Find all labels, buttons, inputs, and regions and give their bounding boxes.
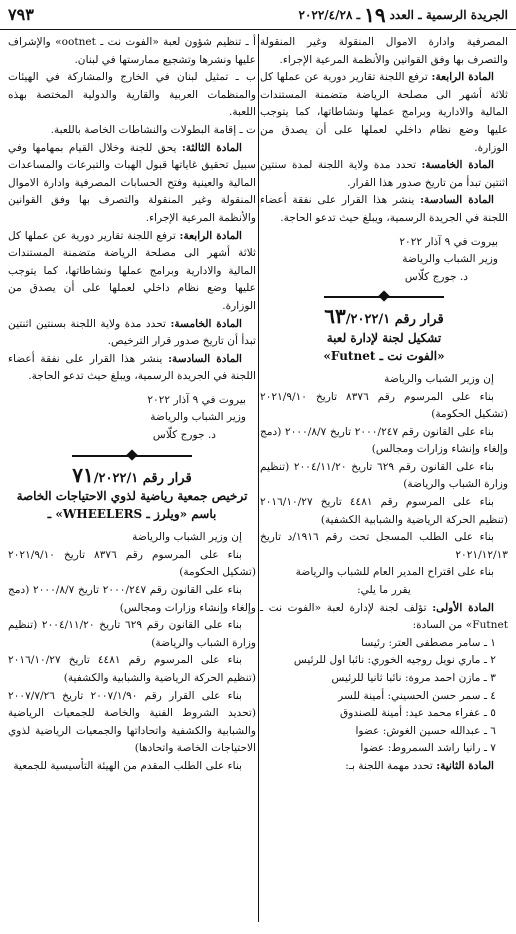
minister-intro: إن وزير الشباب والرياضة: [384, 372, 494, 385]
basis-1: بناء على المرسوم رقم ٨٣٧٦ تاريخ ٢٠٢١/٩/١٠ (تشكيل الحكومة): [8, 548, 256, 579]
item-c: ت ـ إقامة البطولات والنشاطات الخاصة باللعبة.: [50, 123, 256, 136]
decision-suffix: /٢٠٢٢/١: [345, 312, 391, 328]
basis-4: بناء على المرسوم رقم ٤٤٨١ تاريخ ٢٠١٦/١٠/٢٧ (تنظيم الحركة الرياضية والشبابية الكشفية): [260, 496, 508, 526]
article-1: [260, 600, 508, 635]
list-item: ٧ ـ رانيا راشد السمروط: عضوا: [360, 742, 496, 755]
page-number: ٧٩٣: [8, 5, 34, 24]
item-b: ب ـ تمثيل لبنان في الخارج والمشاركة في الهيئات والمنظمات العربية والقارية والدولية المختصة بهذه اللعبة.: [8, 71, 256, 119]
basis-1: بناء على المرسوم رقم ٨٣٧٦ تاريخ ٢٠٢١/٩/١٠ (تشكيل الحكومة): [260, 390, 508, 421]
article-5: [8, 316, 256, 351]
article-6: [260, 192, 508, 227]
article-5-label: المادة الخامسة:: [170, 317, 243, 330]
place-date: بيروت في ٩ آذار ٢٠٢٢: [399, 235, 498, 248]
article-4-label: المادة الرابعة:: [431, 71, 494, 84]
list-item: ٥ ـ عفراء محمد عيد: أمينة للصندوق: [339, 707, 496, 720]
right-column: [260, 34, 508, 776]
decision-subject: ترخيص جمعية رياضية لذوي الاحتياجات الخاصة باسم «ويلرز ـ WHEELERS» ـ: [16, 489, 248, 522]
issue-number: ١٩: [364, 2, 386, 27]
article-6-text: ينشر هذا القرار على نفقة أعضاء اللجنة في الجريدة الرسمية، ويبلغ حيث تدعو الحاجة.: [8, 352, 256, 383]
place-date: بيروت في ٩ آذار ٢٠٢٢: [147, 393, 246, 406]
article-2-text: تحدد مهمة اللجنة بـ:: [345, 759, 433, 772]
page-header: [0, 0, 516, 30]
article-2-label: المادة الثانية:: [436, 759, 494, 772]
article-6: [8, 351, 256, 386]
left-column: [8, 34, 256, 776]
decides-text: يقرر ما يلي:: [357, 584, 411, 597]
minister-title: وزير الشباب والرياضة: [402, 253, 498, 266]
minister-name: د. جورج كلّاس: [152, 429, 216, 442]
basis-2: بناء على القانون رقم ٢٠٠٠/٢٤٧ تاريخ ٢٠٠٠/٨/٧ (دمج وإلغاء وإنشاء وزارات ومجالس): [260, 425, 508, 456]
list-item: ٣ ـ مازن احمد مروة: نائبا ثانيا للرئيس: [331, 672, 496, 684]
header-journal-info: [299, 3, 509, 27]
minister-intro: إن وزير الشباب والرياضة: [132, 531, 242, 544]
decision-suffix: /٢٠٢٢/١: [93, 470, 139, 486]
list-item: ١ ـ سامر مصطفى العتر: رئيسا: [361, 636, 496, 649]
basis-6: بناء على اقتراح المدير العام للشباب والرياضة: [295, 566, 494, 579]
article-4-text: ترفع اللجنة تقارير دورية عن عملها كل ثلاثة أشهر الى مصلحة الرياضة متضمنة المستندات المالية والادارية وبرامج عملها ونشاطاتها، كما يتوجب عليها وضع نظام داخلي لعملها على أن يصدق من الوزارة.: [260, 71, 508, 154]
list-item: ٢ ـ ماري نويل روجيه الخوري: نائبا اول للرئيس: [293, 654, 496, 667]
article-4: [8, 228, 256, 316]
article-6-text: ينشر هذا القرار على نفقة أعضاء اللجنة في الجريدة الرسمية، ويبلغ حيث تدعو الحاجة.: [260, 194, 508, 224]
article-2: [260, 758, 508, 776]
list-item: ٤ ـ سمر حسن الحسيني: أمينة للسر: [338, 689, 496, 702]
section-divider: [72, 453, 192, 459]
decision-game: «الفوت نت ـ Futnet»: [323, 348, 445, 363]
column-divider: [258, 34, 259, 922]
issue-date: ـ ٢٠٢٢/٤/٢٨: [298, 7, 361, 22]
item-a: أ ـ تنظيم شؤون لعبة «الفوت نت ـ ootnet» والإشراف عليها ونشرها وتشجيع ممارستها في لبنان.: [8, 36, 256, 66]
article-6-label: المادة السادسة:: [420, 194, 494, 207]
members-list: [260, 635, 508, 758]
basis-5: بناء على القرار رقم ٢٠٠٧/١/٩٠ تاريخ ٢٠٠٧/٧/٢٦ (تحديد الشروط الفنية والخاصة للجمعيات الرياضية والشبابية والكشفية واتحاداتها والجمعيات الرياضية لذوي الاحتياجات الخاصة واتحادها): [8, 689, 256, 755]
decision-number: ٦٣: [324, 304, 346, 329]
decision-subject: تشكيل لجنة لإدارة لعبة: [326, 330, 442, 345]
article-1-text: تؤلف لجنة لإدارة لعبة «الفوت نت ـ Futnet» من السادة:: [260, 601, 508, 632]
minister-name: د. جورج كلّاس: [404, 270, 468, 283]
basis-2: بناء على القانون رقم ٢٠٠٠/٢٤٧ تاريخ ٢٠٠٠/٨/٧ (دمج وإلغاء وإنشاء وزارات ومجالس): [8, 584, 256, 614]
continuation-text: المصرفية وادارة الاموال المنقولة وغير المنقولة والتصرف بها وفق القوانين والأنظمة المرعية الإجراء.: [260, 36, 508, 66]
decision-title: [8, 462, 256, 488]
article-3-text: يحق للجنة وخلال القيام بمهامها وفي سبيل تحقيق غاياتها قبول الهبات والتبرعات والمساعدات المالية والعينية وفتح الحسابات المصرفية وادارة الاموال المنقولة وغير المنقولة والتصرف بها وفق القوانين والأنظمة المرعية الإجراء.: [8, 141, 256, 224]
basis-6: بناء على الطلب المقدم من الهيئة التأسيسية للجمعية: [13, 759, 242, 772]
article-5-label: المادة الخامسة:: [421, 159, 494, 172]
article-5: [260, 157, 508, 192]
basis-4: بناء على المرسوم رقم ٤٤٨١ تاريخ ٢٠١٦/١٠/٢٧ (تنظيم الحركة الرياضية والشبابية والكشفية): [8, 654, 256, 684]
decision-prefix: قرار رقم: [394, 312, 444, 328]
basis-3: بناء على القانون رقم ٦٢٩ تاريخ ٢٠٠٤/١١/٢٠ (تنظيم وزارة الشباب والرياضة): [260, 460, 508, 491]
decision-number: ٧١: [72, 462, 94, 487]
article-4: [260, 69, 508, 157]
section-divider: [324, 294, 444, 300]
minister-title: وزير الشباب والرياضة: [150, 411, 246, 424]
basis-5: بناء على الطلب المسجل تحت رقم ١٩١٦/د تاريخ ٢٠٢١/١٢/١٣: [260, 531, 508, 561]
article-3: [8, 140, 256, 228]
article-4-label: المادة الرابعة:: [179, 229, 242, 242]
decision-prefix: قرار رقم: [142, 470, 192, 486]
article-5-text: تحدد مدة ولاية اللجنة لمدة سنتين اثنتين تبدأ من تاريخ صدور هذا القرار.: [260, 159, 508, 189]
journal-name: الجريدة الرسمية ـ العدد: [389, 7, 508, 22]
list-item: ٦ ـ عبدالله حسين الغوش: عضوا: [355, 724, 496, 737]
article-5-text: تحدد مدة ولاية اللجنة بسنتين اثنتين تبدأ أن تاريخ صدور قرار الترخيص.: [8, 317, 256, 348]
basis-3: بناء على القانون رقم ٦٢٩ تاريخ ٢٠٠٤/١١/٢٠ (تنظيم وزارة الشباب والرياضة): [8, 619, 256, 649]
decision-title: [260, 304, 508, 329]
article-6-label: المادة السادسة:: [168, 352, 242, 365]
article-1-label: المادة الأولى:: [432, 601, 494, 614]
article-3-label: المادة الثالثة:: [181, 141, 242, 154]
article-4-text: ترفع اللجنة تقارير دورية عن عملها كل ثلاثة أشهر الى مصلحة الرياضة متضمنة المستندات المالية والادارية وبرامج عملها ونشاطاتها، كما يتوجب عليها وضع نظام داخلي لعملها على أن يصدق من الوزارة.: [8, 229, 256, 312]
